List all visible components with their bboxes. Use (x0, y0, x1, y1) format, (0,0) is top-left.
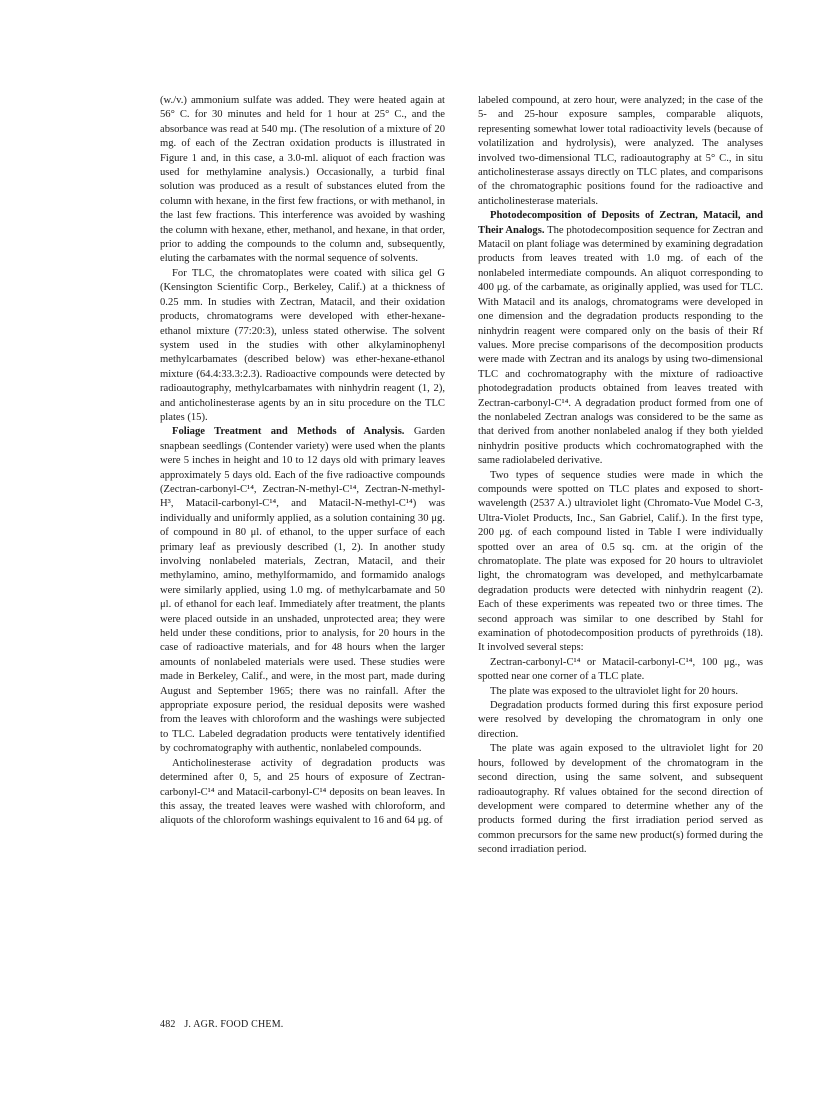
paragraph-continued (160, 94, 445, 267)
paragraph-text: Garden snapbean seedlings (Contender variety) were used when the plants were 5 inches in height and 10 to 12 days old with primary leaves approximately 5 days old. Each of the five radioactive compounds (Zectran-carbonyl-C¹⁴, Zectran-N-methyl-C¹⁴, Zectran-N-methyl-H³, Matacil-carbonyl-C¹⁴, and Matacil-N-methyl-C¹⁴) was individually and uniformly applied, as a solution containing 30 μg. of compound in 80 μl. of ethanol, to the upper surface of each primary leaf as previously described (1, 2). In another study involving nonlabeled materials, Zectran, Matacil, and their methylamino, amino, methylformamido, and formamido analogs were similarly applied, using 1.0 mg. of methylcarbamate and 50 μl. of ethanol for each leaf. Immediately after treatment, the plants were placed outside in an unshaded, unprotected area; they were held under these conditions, prior to analysis, for 20 hours in the case of radioactive materials, and for 48 hours when the larger amounts of nonlabeled materials were used. These studies were made in Berkeley, Calif., and were, in the most part, made during August and September 1965; there was no rainfall. After the appropriate exposure period, the residual deposits were washed from the leaves with chloroform and the washings were subjected to TLC. Labeled degradation products were tentatively identified by cochromatography with authentic, nonlabeled compounds. (160, 426, 445, 755)
right-column (478, 94, 763, 858)
section-paragraph (478, 209, 763, 468)
paragraph-text: Zectran-carbonyl-C¹⁴ or Matacil-carbonyl-C¹⁴, 100 μg., was spotted near one corner of a TLC plate. (478, 656, 763, 683)
paragraph-text: For TLC, the chromatoplates were coated with silica gel G (Kensington Scientific Corp., Berkeley, Calif.) at a thickness of 0.25 mm. In studies with Zectran, Matacil, and their oxidation products, chromatograms were developed with ether-hexane-ethanol mixture (77:20:3), unless stated otherwise. The solvent system used in the studies with other alkylaminophenyl methylcarbamates (described below) was ether-hexane-ethanol mixture (64.4:33.3:2.3). Radioactive compounds were detected by radioautography, methylcarbamates with ninhydrin reagent (1, 2), and anticholinesterase agents by an in situ procedure on the TLC plates (15). (160, 267, 445, 423)
section-paragraph (160, 425, 445, 756)
paragraph-text: The plate was again exposed to the ultraviolet light for 20 hours, followed by development of the chromatogram in the second direction, using the same solvent, and subsequent radioautography. Rf values obtained for the second direction of development were compared to determine whether any of the products formed during the first irradiation period served as common precursors for the same new product(s) formed during the second irradiation period. (478, 743, 763, 856)
paragraph-text: The plate was exposed to the ultraviolet light for 20 hours. (490, 685, 739, 697)
left-column (160, 94, 445, 829)
paragraph-text: (w./v.) ammonium sulfate was added. They were heated again at 56° C. for 30 minutes and held for 1 hour at 25° C., and the absorbance was read at 540 mμ. (The resolution of a mixture of 20 mg. of each of the Zectran oxidation products is illustrated in Figure 1 and, in this case, a 3.0-ml. aliquot of each fraction was used for methylamine analysis.) Occasionally, a turbid final solution was produced as a result of substances eluted from the column with hexane, in the first few fractions, or with methanol, in the last few fractions. This interference was avoided by washing the column with hexane, ether, methanol, and hexane, in that order, prior to adding the compounds to the column and, subsequently, eluting the carbamates with the normal sequence of solvents. (160, 95, 445, 265)
paragraph (160, 757, 445, 829)
paragraph-text: labeled compound, at zero hour, were analyzed; in the case of the 5- and 25-hour exposure samples, comparable aliquots, representing somewhat lower total radioactivity levels (because of volatilization and hydrolysis), were analyzed. The analyses involved two-dimensional TLC, radioautography at 5° C., in situ anticholinesterase assays directly on TLC plates, and comparisons of the chromatographic positions found for the radioactive and anticholinesterase materials. (478, 95, 763, 207)
page-number: 482 (160, 1019, 176, 1030)
journal-name: J. AGR. FOOD CHEM. (184, 1019, 284, 1030)
paragraph (478, 742, 763, 857)
page-footer (160, 1019, 283, 1030)
paragraph (478, 699, 763, 742)
section-heading: Foliage Treatment and Methods of Analysis. (172, 426, 405, 438)
paragraph-text: Two types of sequence studies were made in which the compounds were spotted on TLC plates and exposed to short-wavelength (2537 A.) ultraviolet light (Chromato-Vue Model C-3, Ultra-Violet Products, Inc., San Gabriel, Calif.). In the first type, 200 μg. of each compound listed in Table I were individually spotted over an area of 0.5 sq. cm. at the origin of the chromatoplate. The plate was exposed for 20 hours to ultraviolet light, the chromatogram was developed, and methylcarbamate degradation products were detected with ninhydrin reagent (2). Each of these experiments was repeated two or three times. The second approach was similar to one described by Stahl for examination of photodecomposition products of pyrethroids (18). It involved several steps: (478, 469, 763, 654)
paragraph (478, 656, 763, 685)
paragraph (478, 685, 763, 699)
paragraph-text: Anticholinesterase activity of degradation products was determined after 0, 5, and 25 hours of exposure of Zectran-carbonyl-C¹⁴ and Matacil-carbonyl-C¹⁴ deposits on bean leaves. In this assay, the treated leaves were washed with chloroform, and aliquots of the chloroform washings equivalent to 16 and 64 μg. of (160, 757, 445, 827)
section-heading: Photodecomposition of Deposits of Zectran, Matacil, and Their Analogs. (478, 210, 763, 236)
paragraph-continued (478, 94, 763, 209)
paragraph (478, 469, 763, 656)
paragraph (160, 267, 445, 425)
paragraph-text: Degradation products formed during this first exposure period were resolved by developing the chromatogram in only one direction. (478, 700, 763, 740)
paragraph-text: The photodecomposition sequence for Zectran and Matacil on plant foliage was determined by examining degradation products from leaves treated with 1.0 mg. of each of the nonlabeled intermediate compounds. An aliquot corresponding to 400 μg. of the carbamate, as originally applied, was used for TLC. With Matacil and its analogs, chromatograms were developed in one dimension and the degradation products responding to the ninhydrin reagent were compared only on the basis of their Rf values. More precise comparisons of the decomposition products were made with Zectran and its analogs by using two-dimensional TLC and cochromatography with the mixture of radioactive photodegradation products obtained from leaves treated with Zectran-carbonyl-C¹⁴. A degradation product formed from one of the nonlabeled Zectran analogs was considered to be the same as that derived from another nonlabeled analog if they both yielded ninhydrin positive products which cochromatographed with the same radiolabeled derivative. (478, 224, 763, 467)
